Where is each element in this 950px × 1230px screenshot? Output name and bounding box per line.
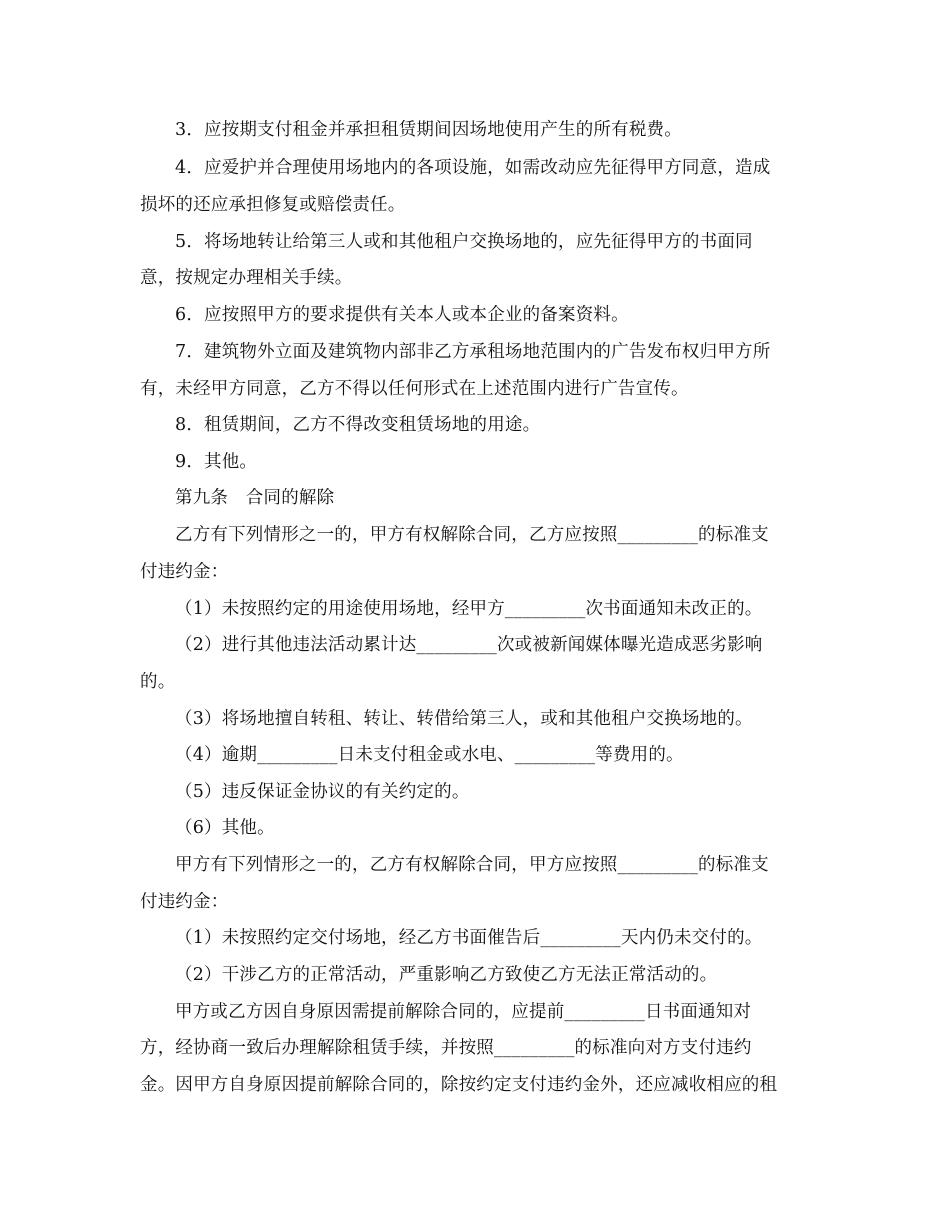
- party-b-item-4: （4）逾期_________日未支付租金或水电、_________等费用的。: [175, 745, 684, 765]
- party-b-termination-line-2: 付违约金：: [140, 562, 229, 582]
- clause-4-line-1: 4．应爱护并合理使用场地内的各项设施，如需改动应先征得甲方同意，造成: [175, 158, 771, 178]
- party-b-item-2-line-2: 的。: [140, 672, 176, 692]
- clause-5-line-2: 意，按规定办理相关手续。: [140, 268, 353, 288]
- clause-5-line-1: 5．将场地转让给第三人或和其他租户交换场地的，应先征得甲方的书面同: [175, 232, 753, 252]
- party-a-termination-line-2: 付违约金：: [140, 892, 229, 912]
- early-termination-line-1: 甲方或乙方因自身原因需提前解除合同的，应提前_________日书面通知对: [175, 1002, 752, 1022]
- early-termination-line-3: 金。因甲方自身原因提前解除合同的，除按约定支付违约金外，还应减收相应的租: [140, 1075, 778, 1095]
- party-a-item-2: （2）干涉乙方的正常活动，严重影响乙方致使乙方无法正常活动的。: [175, 965, 718, 985]
- party-b-termination-line-1: 乙方有下列情形之一的，甲方有权解除合同，乙方应按照_________的标准支: [175, 525, 769, 545]
- article-9-heading: 第九条 合同的解除: [175, 488, 335, 508]
- party-b-item-3: （3）将场地擅自转租、转让、转借给第三人，或和其他租户交换场地的。: [175, 709, 753, 729]
- party-a-item-1: （1）未按照约定交付场地，经乙方书面催告后_________天内仍未交付的。: [175, 928, 763, 948]
- clause-3-line: 3．应按期支付租金并承担租赁期间因场地使用产生的所有税费。: [175, 120, 682, 140]
- clause-6-line: 6．应按照甲方的要求提供有关本人或本企业的备案资料。: [175, 305, 629, 325]
- party-a-termination-line-1: 甲方有下列情形之一的，乙方有权解除合同，甲方应按照_________的标准支: [175, 855, 769, 875]
- clause-7-line-2: 有，未经甲方同意，乙方不得以任何形式在上述范围内进行广告宣传。: [140, 379, 689, 399]
- clause-4-line-2: 损坏的还应承担修复或赔偿责任。: [140, 195, 406, 215]
- clause-9-line: 9．其他。: [175, 452, 258, 472]
- party-b-item-1: （1）未按照约定的用途使用场地，经甲方_________次书面通知未改正的。: [175, 599, 763, 619]
- clause-8-line: 8．租赁期间，乙方不得改变租赁场地的用途。: [175, 415, 541, 435]
- party-b-item-6: （6）其他。: [175, 818, 275, 838]
- party-b-item-2-line-1: （2）进行其他违法活动累计达_________次或被新闻媒体曝光造成恶劣影响: [175, 635, 763, 655]
- early-termination-line-2: 方，经协商一致后办理解除租赁手续，并按照_________的标准向对方支付违约: [140, 1038, 752, 1058]
- clause-7-line-1: 7．建筑物外立面及建筑物内部非乙方承租场地范围内的广告发布权归甲方所: [175, 342, 771, 362]
- party-b-item-5: （5）违反保证金协议的有关约定的。: [175, 782, 470, 802]
